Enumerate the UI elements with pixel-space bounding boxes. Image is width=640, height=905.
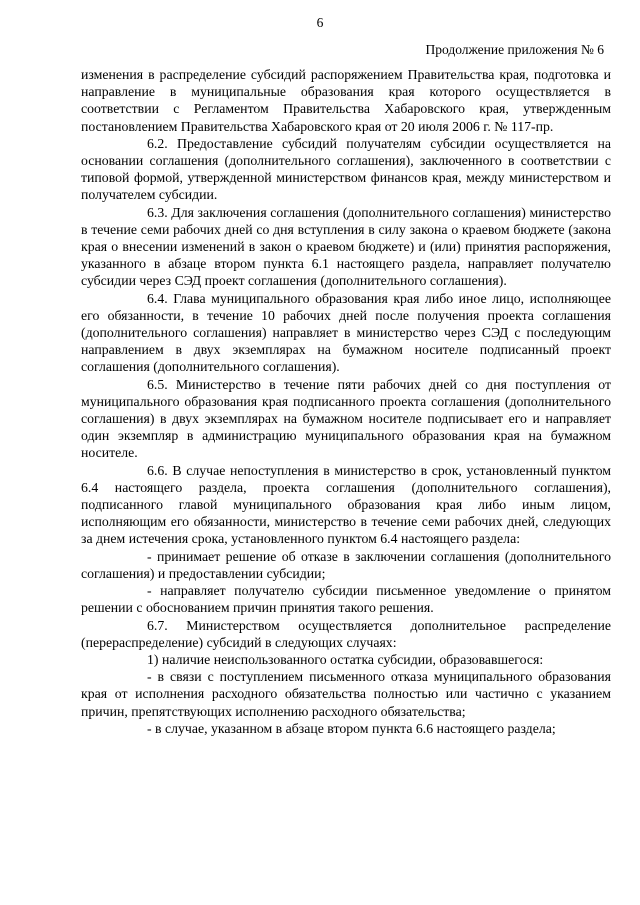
paragraph-continuation: изменения в распределение субсидий распоряжением Правительства края, подготовка и направление в муниципальные образования края которого осуществляется в соответствии с Регламентом Правительства Хабаровского края, утвержденным постановлением Правительства Хабаровского края от 20 июля 2006 г. № 117-пр. (81, 67, 611, 134)
paragraph-6-5: 6.5. Министерство в течение пяти рабочих дней со дня поступления от муниципального образования края подписанного проекта соглашения (дополнительного соглашения) в двух экземплярах на бумажном носителе подписывает его и направляет один экземпляр в администрацию муниципального образования края на бумажном носителе. (81, 376, 611, 461)
document-body (81, 66, 611, 737)
list-item-unused-balance: 1) наличие неиспользованного остатка субсидии, образовавшегося: (147, 651, 544, 667)
list-item-refusal: - принимает решение об отказе в заключении соглашения (дополнительного соглашения) и предоставлении субсидии; (81, 548, 611, 581)
paragraph-6-2: 6.2. Предоставление субсидий получателям субсидии осуществляется на основании соглашения (дополнительного соглашения), заключенного в соответствии с типовой формой, утвержденной министерством финансов края, между министерством и получателем субсидии. (81, 135, 611, 203)
header-note: Продолжение приложения № 6 (425, 42, 604, 57)
paragraph-6-7: 6.7. Министерством осуществляется дополнительное распределение (перераспределение) субсидий в следующих случаях: (81, 617, 611, 650)
list-item-case-6-6: - в случае, указанном в абзаце втором пункта 6.6 настоящего раздела; (147, 720, 556, 736)
paragraph-6-6: 6.6. В случае непоступления в министерство в срок, установленный пунктом 6.4 настоящего раздела, проекта соглашения (дополнительного соглашения), подписанного главой муниципального образования края либо иным лицом, исполняющим его обязанности, министерство в течение семи рабочих дней, следующих за днем истечения срока, установленного пунктом 6.4 настоящего раздела: (81, 462, 611, 547)
list-item-written-refusal: - в связи с поступлением письменного отказа муниципального образования края от исполнения расходного обязательства полностью или частично с указанием причин, препятствующих исполнению расходного обязательства; (81, 669, 611, 719)
list-item-notification: - направляет получателю субсидии письменное уведомление о принятом решении с обоснованием причин принятия такого решения. (81, 583, 611, 616)
page-number: 6 (316, 15, 324, 30)
paragraph-6-3: 6.3. Для заключения соглашения (дополнительного соглашения) министерство в течение семи рабочих дней со дня вступления в силу закона о краевом бюджете (закона края о внесении изменений в закон о краевом бюджете) и (или) принятия распоряжения, указанного в абзаце втором пункта 6.1 настоящего раздела, направляет получателю субсидии через СЭД проект соглашения (дополнительного соглашения). (81, 204, 611, 289)
paragraph-6-4: 6.4. Глава муниципального образования края либо иное лицо, исполняющее его обязанности, в течение 10 рабочих дней после получения проекта соглашения (дополнительного соглашения) направляет в министерство через СЭД с последующим направлением в двух экземплярах на бумажном носителе подписанный проект соглашения (дополнительного соглашения). (81, 290, 611, 375)
